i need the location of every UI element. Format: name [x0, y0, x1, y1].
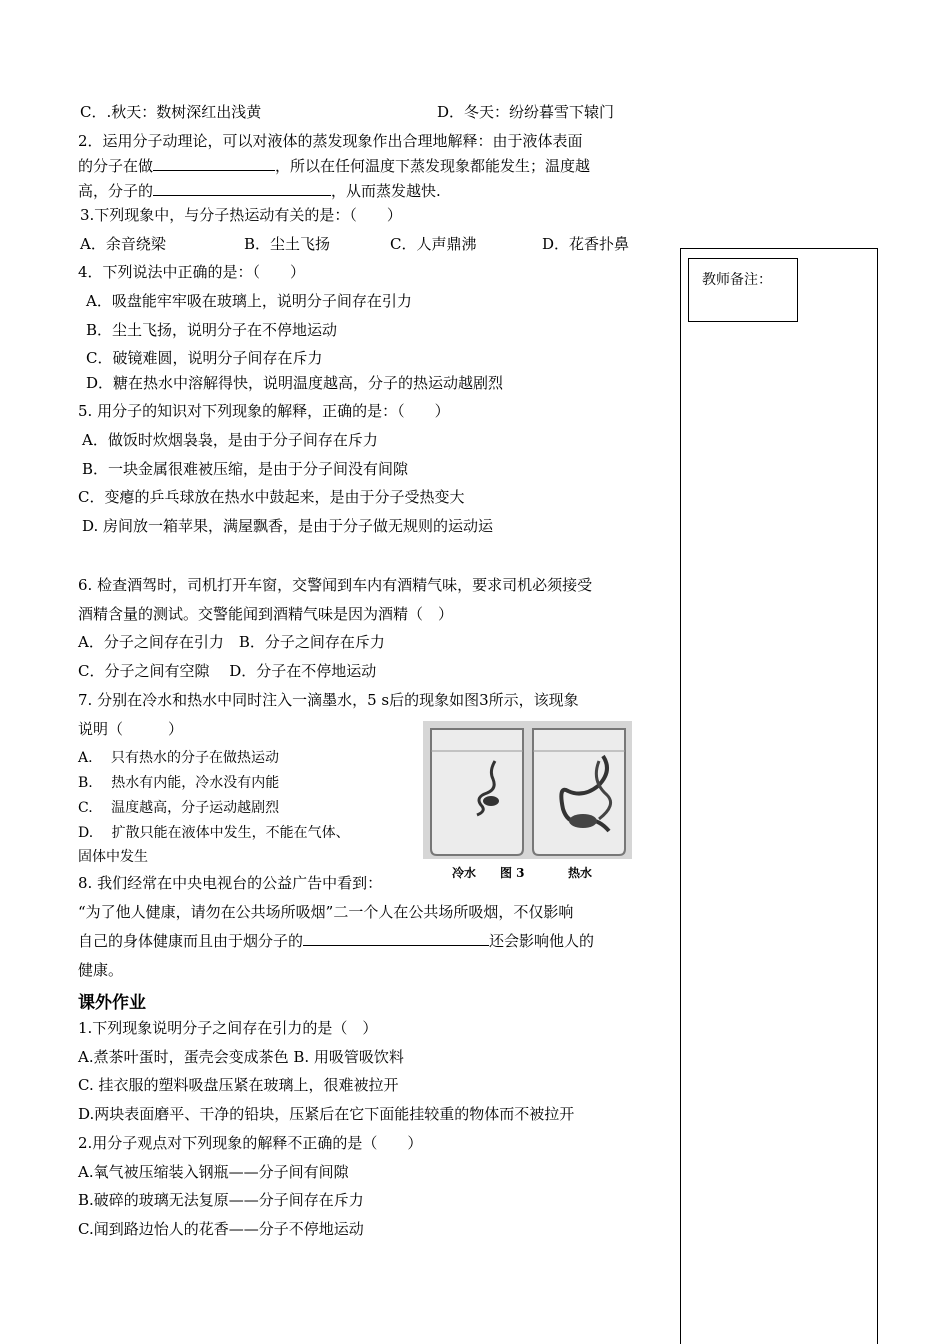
- hw2-option-a: A.氧气被压缩装入钢瓶——分子间有间隙: [78, 1163, 349, 1181]
- hw2-stem: 2.用分子观点对下列现象的解释不正确的是（ ）: [78, 1134, 423, 1152]
- q2-line2: [78, 156, 590, 176]
- q6-options-cd: C．分子之间有空隙 D．分子在不停地运动: [78, 662, 377, 680]
- q8-line1: 8. 我们经常在中央电视台的公益广告中看到：: [78, 874, 383, 892]
- q2-text: ，从而蒸发越快.: [331, 182, 441, 200]
- hw1-option-d: D.两块表面磨平、干净的铅块，压紧后在它下面能挂较重的物体而不被拉开: [78, 1105, 575, 1123]
- q3-stem: 3.下列现象中，与分子热运动有关的是：（ ）: [80, 206, 402, 224]
- q3-option-d: D．花香扑鼻: [542, 235, 630, 253]
- q5-option-b: B．一块金属很难被压缩，是由于分子间没有间隙: [82, 460, 409, 478]
- q2-blank-2[interactable]: [153, 181, 331, 196]
- q4-option-d: D．糖在热水中溶解得快，说明温度越高，分子的热运动越剧烈: [86, 374, 504, 392]
- q2-text: 的分子在做: [78, 157, 154, 175]
- q2-text: 高，分子的: [78, 182, 154, 200]
- q7-line1: 7. 分别在冷水和热水中同时注入一滴墨水，5 s后的现象如图3所示，该现象: [78, 691, 579, 709]
- q8-line4: 健康。: [78, 961, 124, 979]
- q6-line1: 6. 检查酒驾时，司机打开车窗，交警闻到车内有酒精气味，要求司机必须接受: [78, 576, 593, 594]
- teacher-notes-column: [680, 248, 878, 1344]
- hw1-stem: 1.下列现象说明分子之间存在引力的是（ ）: [78, 1019, 378, 1037]
- q4-option-a: A．吸盘能牢牢吸在玻璃上，说明分子间存在引力: [86, 292, 412, 310]
- q7-option-c: C. 温度越高，分子运动越剧烈: [78, 800, 280, 816]
- q7-line2: 说明（ ）: [78, 720, 184, 738]
- figure-3-beakers-image: [423, 721, 632, 859]
- q5-option-c: C．变瘪的乒乓球放在热水中鼓起来，是由于分子受热变大: [78, 488, 465, 506]
- q3-option-a: A．余音绕梁: [80, 235, 166, 253]
- q2-line3: [78, 181, 441, 201]
- q1-option-c: C．.秋天：数树深红出浅黄: [80, 103, 262, 121]
- q5-option-d: D. 房间放一箱苹果，满屋飘香，是由于分子做无规则的运动运: [82, 517, 494, 535]
- q2-text: ，所以在任何温度下蒸发现象都能发生；温度越: [275, 157, 591, 175]
- q2-blank-1[interactable]: [153, 156, 275, 171]
- q4-stem: 4．下列说法中正确的是：（ ）: [78, 263, 306, 281]
- figure-caption-hot: 热水: [568, 866, 593, 880]
- teacher-notes-box: [688, 258, 798, 322]
- q8-text: 自己的身体健康而且由于烟分子的: [78, 932, 304, 950]
- q3-option-b: B．尘土飞扬: [244, 235, 331, 253]
- q4-option-b: B．尘土飞扬，说明分子在不停地运动: [86, 321, 338, 339]
- q6-line2: 酒精含量的测试。交警能闻到酒精气味是因为酒精（ ）: [78, 605, 454, 623]
- q8-line2: “为了他人健康，请勿在公共场所吸烟”二一个人在公共场所吸烟，不仅影响: [78, 903, 574, 921]
- q8-line3: [78, 931, 594, 951]
- hw2-option-b: B.破碎的玻璃无法复原——分子间存在斥力: [78, 1191, 364, 1209]
- q8-text: 还会影响他人的: [489, 932, 595, 950]
- teacher-notes-label: 教师备注：: [702, 272, 772, 288]
- q5-stem: 5. 用分子的知识对下列现象的解释，正确的是：（ ）: [78, 402, 450, 420]
- hw2-option-c: C.闻到路边怡人的花香——分子不停地运动: [78, 1220, 364, 1238]
- q4-option-c: C．破镜难圆，说明分子间存在斥力: [86, 349, 323, 367]
- q3-option-c: C．人声鼎沸: [390, 235, 477, 253]
- hw1-options-ab: A.煮茶叶蛋时，蛋壳会变成茶色 B. 用吸管吸饮料: [78, 1048, 404, 1066]
- q7-option-d-line1: D. 扩散只能在液体中发生，不能在气体、: [78, 825, 350, 841]
- figure-caption-label: 图 3: [500, 866, 525, 880]
- q8-blank[interactable]: [303, 931, 489, 946]
- q5-option-a: A．做饭时炊烟袅袅，是由于分子间存在斥力: [82, 431, 378, 449]
- homework-title: 课外作业: [78, 993, 146, 1013]
- q7-option-a: A. 只有热水的分子在做热运动: [78, 750, 280, 766]
- q2-line1: 2．运用分子动理论，可以对液体的蒸发现象作出合理地解释：由于液体表面: [78, 132, 583, 150]
- q6-options-ab: A．分子之间存在引力 B．分子之间存在斥力: [78, 633, 385, 651]
- hw1-option-c: C. 挂衣服的塑料吸盘压紧在玻璃上，很难被拉开: [78, 1076, 399, 1094]
- figure-caption-cold: 冷水: [452, 866, 477, 880]
- q7-option-d-line2: 固体中发生: [78, 849, 148, 865]
- q1-option-d: D．冬天：纷纷暮雪下辕门: [437, 103, 615, 121]
- q7-option-b: B. 热水有内能，冷水没有内能: [78, 775, 280, 791]
